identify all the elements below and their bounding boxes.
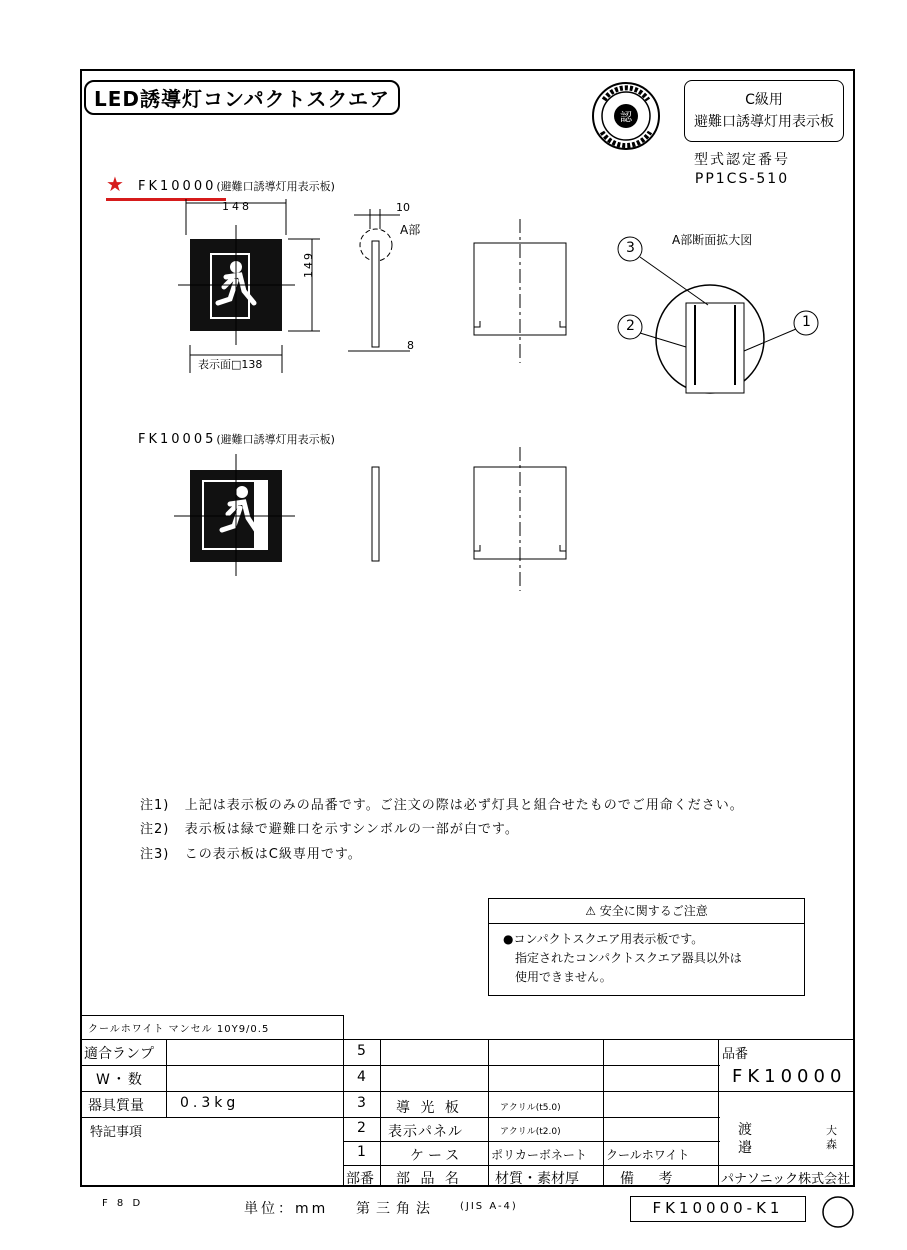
class-sub: 避難口誘導灯用表示板 bbox=[694, 114, 834, 130]
model1-code: FK10000 bbox=[138, 179, 217, 194]
model2-label bbox=[138, 431, 335, 447]
part-1-no: 1 bbox=[357, 1144, 366, 1160]
sign-1: 渡邉 bbox=[738, 1122, 752, 1156]
model2-desc: (避難口誘導灯用表示板) bbox=[216, 433, 335, 446]
part-1-name: ケース bbox=[410, 1148, 464, 1164]
model1-label bbox=[138, 178, 335, 194]
caution-body: ●コンパクトスクエア用表示板です。 指定されたコンパクトスクエア器具以外は 使用できません。 bbox=[503, 932, 742, 984]
callout-3: 3 bbox=[626, 240, 635, 256]
class-box bbox=[684, 80, 844, 142]
callout-2: 2 bbox=[626, 318, 635, 334]
footer-projection: 第三角法 bbox=[356, 1201, 436, 1217]
dim-width: 148 bbox=[222, 200, 252, 213]
dim-display: 表示面□138 bbox=[198, 358, 263, 371]
dim-height: 149 bbox=[302, 251, 315, 278]
model2-rear-view bbox=[460, 445, 580, 595]
company-name: パナソニック株式会社 bbox=[721, 1172, 851, 1187]
part-5-no: 5 bbox=[357, 1043, 366, 1059]
model1-front-view bbox=[170, 195, 330, 375]
model2-side-view bbox=[360, 465, 390, 565]
note-3: 注3) この表示板はC級専用です。 bbox=[140, 847, 362, 862]
part-3-name: 導 光 板 bbox=[396, 1100, 462, 1116]
part-1-remark: クールホワイト bbox=[606, 1148, 690, 1162]
sign-2: 大森 bbox=[826, 1124, 837, 1151]
star-icon: ★ bbox=[106, 172, 124, 196]
section-detail bbox=[610, 225, 840, 395]
model2-front-view bbox=[170, 450, 300, 580]
series-title: LED誘導灯コンパクトスクエア bbox=[84, 80, 400, 115]
section-title: A部断面拡大図 bbox=[672, 233, 753, 247]
class-label: C級用 bbox=[745, 92, 783, 108]
watt-label: W・数 bbox=[96, 1072, 144, 1088]
mass-label: 器具質量 bbox=[88, 1098, 144, 1114]
warning-icon: ⚠ bbox=[585, 904, 596, 918]
cert-number: PP1CS-510 bbox=[694, 171, 790, 187]
hinban-value: FK10000 bbox=[732, 1066, 847, 1087]
col-name: 部 品 名 bbox=[396, 1171, 462, 1187]
model1-rear-view bbox=[460, 215, 580, 365]
caution-header: ⚠ 安全に関するご注意 bbox=[489, 899, 804, 924]
part-3-material: アクリル(t5.0) bbox=[500, 1103, 561, 1113]
note-2: 注2) 表示板は緑で避難口を示すシンボルの一部が白です。 bbox=[140, 822, 519, 837]
col-no: 部番 bbox=[346, 1171, 374, 1187]
model2-code: FK10005 bbox=[138, 432, 217, 447]
model1-desc: (避難口誘導灯用表示板) bbox=[216, 180, 335, 193]
certification-seal bbox=[590, 80, 662, 152]
mass-value: 0.3kg bbox=[180, 1095, 240, 1111]
revision-circle bbox=[820, 1194, 856, 1230]
dim-thick-top: 10 bbox=[396, 201, 410, 214]
footer-code: F 8 D bbox=[102, 1198, 144, 1209]
part-3-no: 3 bbox=[357, 1095, 366, 1111]
part-2-no: 2 bbox=[357, 1120, 366, 1136]
footer-unit: 単位：mm bbox=[244, 1201, 329, 1217]
note-1: 注1) 上記は表示板のみの品番です。ご注文の際は必ず灯具と組合せたものでご用命ください。 bbox=[140, 798, 744, 813]
hinban-label: 品番 bbox=[722, 1047, 749, 1062]
cert-label: 型式認定番号 bbox=[694, 152, 790, 168]
col-remark: 備 考 bbox=[620, 1171, 683, 1187]
caution-box bbox=[488, 898, 805, 996]
drawing-number: FK10000-K1 bbox=[630, 1196, 806, 1222]
special-label: 特記事項 bbox=[90, 1125, 143, 1140]
part-1-material: ポリカーボネート bbox=[491, 1148, 587, 1162]
part-2-material: アクリル(t2.0) bbox=[500, 1127, 561, 1137]
footer-jis: (JIS A-4) bbox=[460, 1201, 518, 1212]
svg-text:認: 認 bbox=[619, 110, 633, 124]
lamp-label: 適合ランプ bbox=[84, 1046, 154, 1062]
callout-1: 1 bbox=[802, 314, 811, 330]
cert-info bbox=[694, 151, 790, 189]
part-2-name: 表示パネル bbox=[388, 1124, 463, 1140]
part-4-no: 4 bbox=[357, 1069, 366, 1085]
part-a-label: A部 bbox=[400, 223, 421, 237]
dim-thick-bottom: 8 bbox=[407, 339, 414, 352]
color-note: クールホワイト マンセル 10Y9/0.5 bbox=[88, 1024, 270, 1035]
col-material: 材質・素材厚 bbox=[495, 1171, 579, 1187]
